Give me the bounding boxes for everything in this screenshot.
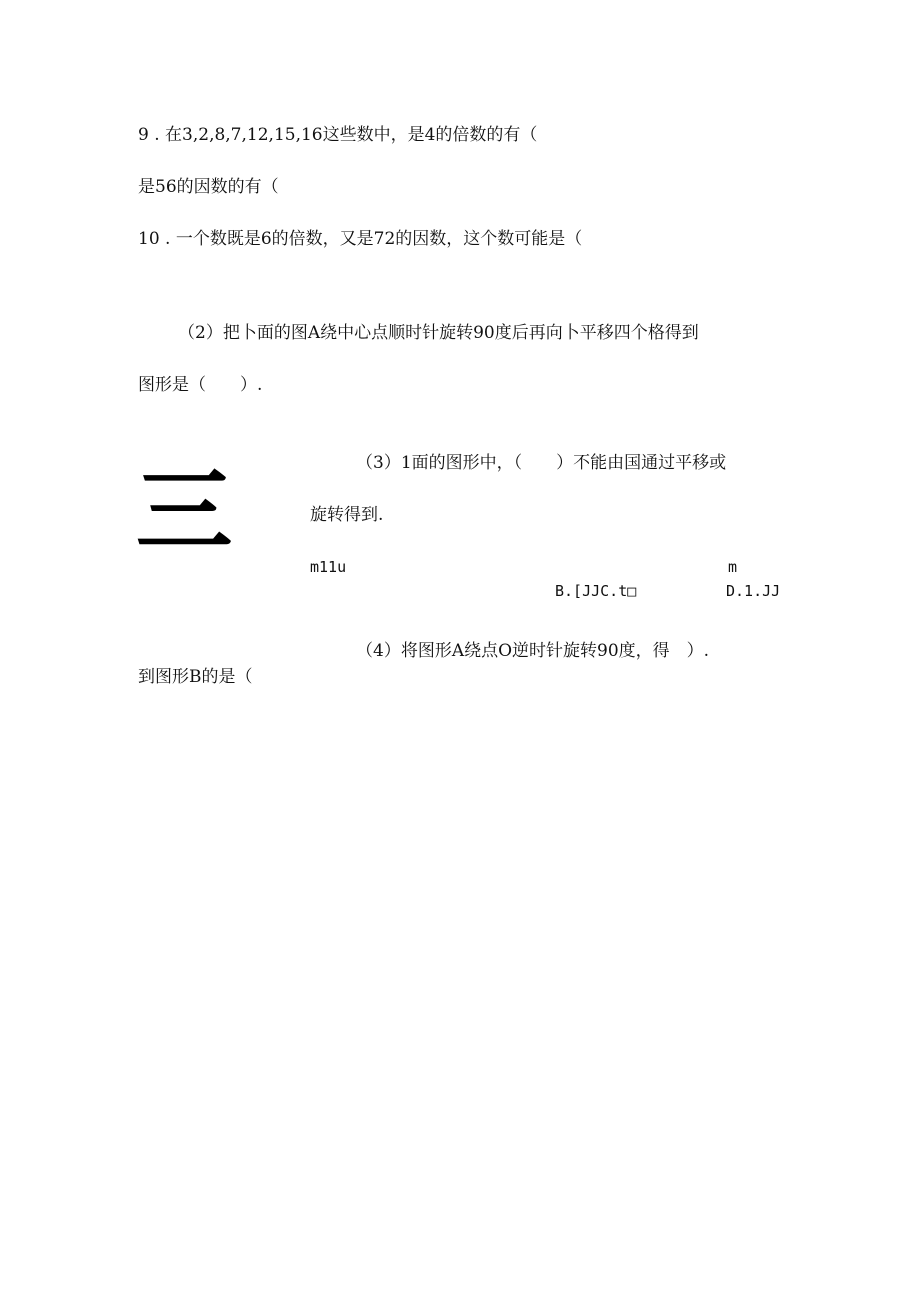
part-3-line-1: （3）1面的图形中，（ ）不能由国通过平移或	[356, 453, 727, 473]
question-10-line-1: 10 . 一个数既是6的倍数，又是72的因数，这个数可能是（	[138, 229, 583, 249]
question-9-line-2: 是56的因数的有（	[138, 177, 279, 197]
part-4-line-2: 到图形B的是（	[138, 667, 253, 687]
option-b-label: B.[JJC.t□	[555, 582, 637, 600]
part-3-line-2: 旋转得到.	[310, 505, 384, 525]
option-d-label: D.1.JJ	[726, 582, 781, 600]
part-2-line-1: （2）把卜面的图A绕中心点顺时针旋转90度后再向卜平移四个格得到	[178, 323, 699, 343]
question-9-line-1: 9 . 在3,2,8,7,12,15,16这些数中，是4的倍数的有（	[138, 125, 538, 145]
part-2-line-2: 图形是（ ）.	[138, 375, 263, 395]
option-c-label: m	[728, 558, 738, 576]
option-a-label: m11u	[310, 558, 347, 576]
figure-glyph: 三	[135, 458, 233, 565]
part-4-line-1: （4）将图形A绕点O逆时针旋转90度，得 ）.	[356, 641, 710, 661]
